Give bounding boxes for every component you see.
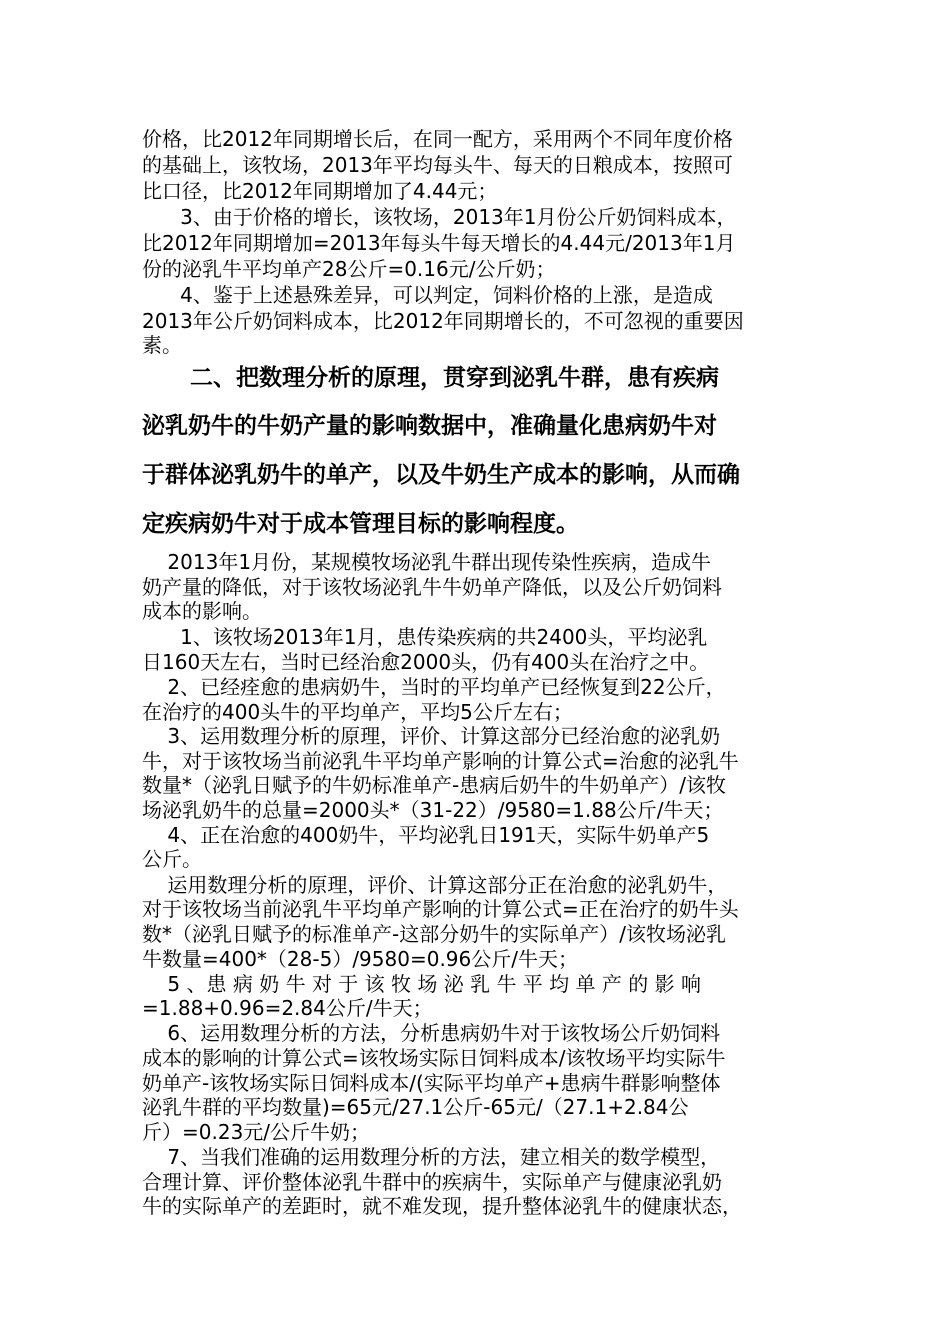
text-line: 成本的影响。 bbox=[142, 599, 262, 623]
text-line: 2013年1月份，某规模牧场泌乳牛群出现传染性疾病，造成牛 bbox=[142, 550, 712, 574]
text-line: 1、该牧场2013年1月，患传染疾病的共2400头，平均泌乳 bbox=[142, 625, 708, 649]
text-line: 对于该牧场当前泌乳牛平均单产影响的计算公式=正在治疗的奶牛头 bbox=[142, 897, 739, 921]
section-heading-line: 定疾病奶牛对于成本管理目标的影响程度。 bbox=[142, 510, 579, 537]
text-line: 6、运用数理分析的方法，分析患病奶牛对于该牧场公斤奶饲料 bbox=[142, 1021, 721, 1045]
text-line: 数*（泌乳日赋予的标准单产-这部分奶牛的实际单产）/该牧场泌乳 bbox=[142, 922, 726, 946]
section-heading-line: 于群体泌乳奶牛的单产，以及牛奶生产成本的影响，从而确 bbox=[142, 461, 740, 488]
text-line: 场泌乳奶牛的总量=2000头*（31-22）/9580=1.88公斤/牛天； bbox=[142, 798, 724, 822]
text-line: 的基础上，该牧场，2013年平均每头牛、每天的日粮成本，按照可 bbox=[142, 153, 733, 177]
text-line: 素。 bbox=[142, 333, 182, 357]
text-line: 4、正在治愈的400奶牛，平均泌乳日191天，实际牛奶单产5 bbox=[142, 823, 710, 847]
text-line: 成本的影响的计算公式=该牧场实际日饲料成本/该牧场平均实际牛 bbox=[142, 1046, 726, 1070]
text-line: 5 、患 病 奶 牛 对 于 该 牧 场 泌 乳 牛 平 均 单 产 的 影 响 bbox=[142, 972, 701, 996]
text-line: 7、当我们准确的运用数理分析的方法，建立相关的数学模型， bbox=[142, 1145, 721, 1169]
text-line: 3、运用数理分析的原理，评价、计算这部分已经治愈的泌乳奶 bbox=[142, 724, 721, 748]
text-line: 比口径，比2012年同期增加了4.44元； bbox=[142, 179, 498, 203]
text-line: 3、由于价格的增长，该牧场，2013年1月份公斤奶饲料成本， bbox=[142, 205, 737, 229]
text-line: 比2012年同期增加=2013年每头牛每天增长的4.44元/2013年1月 bbox=[142, 231, 736, 255]
text-line: 斤）=0.23元/公斤牛奶； bbox=[142, 1120, 371, 1144]
text-line: 奶单产-该牧场实际日饲料成本/(实际平均单产+患病牛群影响整体 bbox=[142, 1071, 721, 1095]
text-line: 牛，对于该牧场当前泌乳牛平均单产影响的计算公式=治愈的泌乳牛 bbox=[142, 749, 739, 773]
text-line: 4、鉴于上述悬殊差异，可以判定，饲料价格的上涨，是造成 bbox=[142, 283, 713, 307]
text-line: 份的泌乳牛平均单产28公斤=0.16元/公斤奶； bbox=[142, 257, 556, 281]
text-line: 价格，比2012年同期增长后，在同一配方，采用两个不同年度价格 bbox=[142, 127, 733, 151]
text-line: 公斤。 bbox=[142, 847, 202, 871]
text-line: 2013年公斤奶饲料成本，比2012年同期增长的，不可忽视的重要因 bbox=[142, 309, 744, 333]
text-line: 日160天左右，当时已经治愈2000头，仍有400头在治疗之中。 bbox=[142, 650, 710, 674]
section-heading-line: 泌乳奶牛的牛奶产量的影响数据中，准确量化患病奶牛对 bbox=[142, 412, 717, 439]
text-line: 2、已经痊愈的患病奶牛，当时的平均单产已经恢复到22公斤， bbox=[142, 675, 726, 699]
text-line: 在治疗的400头牛的平均单产，平均5公斤左右； bbox=[142, 700, 573, 724]
text-line: 合理计算、评价整体泌乳牛群中的疾病牛，实际单产与健康泌乳奶 bbox=[142, 1170, 722, 1194]
text-line: 运用数理分析的原理，评价、计算这部分正在治愈的泌乳奶牛， bbox=[142, 873, 728, 897]
text-line: 奶产量的降低，对于该牧场泌乳牛牛奶单产降低，以及公斤奶饲料 bbox=[142, 575, 722, 599]
text-line: 泌乳牛群的平均数量)=65元/27.1公斤-65元/（27.1+2.84公 bbox=[142, 1095, 689, 1119]
text-line: 牛数量=400*（28-5）/9580=0.96公斤/牛天； bbox=[142, 947, 578, 971]
section-heading-line: 二、把数理分析的原理，贯穿到泌乳牛群，患有疾病 bbox=[142, 364, 720, 391]
text-line: 数量*（泌乳日赋予的牛奶标准单产-患病后奶牛的牛奶单产）/该牧 bbox=[142, 773, 726, 797]
text-line: =1.88+0.96=2.84公斤/牛天； bbox=[142, 996, 433, 1020]
text-line: 牛的实际单产的差距时，就不难发现，提升整体泌乳牛的健康状态， bbox=[142, 1194, 742, 1218]
